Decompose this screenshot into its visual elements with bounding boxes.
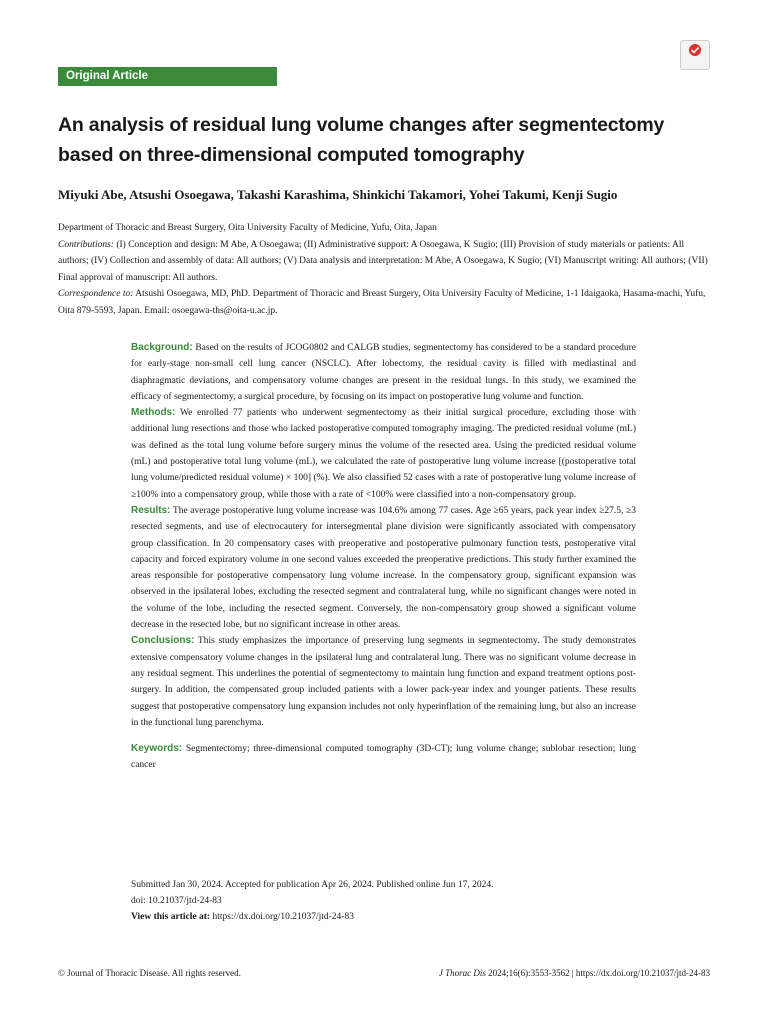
abstract-results [131, 503, 636, 633]
abstract-keywords [131, 741, 636, 774]
copyright: © Journal of Thoracic Disease. All rights reserved. [58, 968, 241, 978]
view-article-label: View this article at: [131, 912, 211, 922]
article-type-label: Original Article [58, 67, 277, 86]
background-text: Based on the results of JCOG0802 and CALGB studies, segmentectomy has considered to be a standard procedure for early-stage non-small cell lung cancer (NSCLC). After lobectomy, the residual cavity is filled with mediastinal and diaphragmatic deviations, and compensatory volume changes are present in the residual lungs. In this study, we examined the efficacy of segmentectomy, a surgical procedure, by focusing on its impact on postoperative lung volume and function. [131, 343, 637, 402]
methods-text: We enrolled 77 patients who underwent segmentectomy as their initial surgical procedure, excluding those with additional lung resections and those who lacked postoperative computed tomography imaging. The predicted residual volume (mL) was defined as the total lung volume before surgery minus the volume of the resected area. Using the predicted residual volume (mL) and postoperative total lung volume (mL), we calculated the rate of postoperative lung volume increase [(postoperative total lung volume/predicted residual volume) × 100] (%). We also classified 52 cases with a rate of postoperative lung volume increase of ≥100% into a compensatory group, while those with a rate of <100% were classified into a non-compensatory group. [131, 408, 636, 500]
conclusions-text: This study emphasizes the importance of preserving lung segments in segmentectomy. The study demonstrates extensive compensatory volume changes in the ipsilateral lung and contralateral lung. There was no significant volume decrease in any residual segment. This underlines the potential of segmentectomy to maintain lung function and expand treatment options post-surgery. In addition, the compensated group included patients with a lower pack-year index and younger patients. These results suggest that postoperative compensatory lung expansion includes not only hyperinflation of the remaining lung, but also an increase in the functional lung parenchyma. [131, 636, 636, 728]
publication-dates [131, 877, 636, 925]
contributions [58, 237, 713, 287]
keywords-heading: Keywords: [131, 743, 183, 755]
view-article [131, 909, 636, 925]
contributions-label: Contributions: [58, 239, 114, 250]
abstract-background [131, 340, 636, 405]
abstract [131, 340, 636, 774]
author-list: Miyuki Abe, Atsushi Osoegawa, Takashi Karashima, Shinkichi Takamori, Yohei Takumi, Kenji Sugio [58, 187, 618, 202]
check-for-updates-badge[interactable] [680, 40, 710, 70]
abstract-methods [131, 405, 636, 503]
correspondence-label: Correspondence to: [58, 289, 134, 299]
abstract-conclusions [131, 633, 636, 731]
submission-dates: Submitted Jan 30, 2024. Accepted for publication Apr 26, 2024. Published online Jun 17, 2024. [131, 880, 494, 890]
methods-heading: Methods: [131, 407, 176, 419]
doi: doi: 10.21037/jtd-24-83 [131, 896, 222, 906]
keywords-text: Segmentectomy; three-dimensional computed tomography (3D-CT); lung volume change; sublobar resection; lung cancer [131, 744, 636, 771]
correspondence-text: Atsushi Osoegawa, MD, PhD. Department of Thoracic and Breast Surgery, Oita University Faculty of Medicine, 1-1 Idaigaoka, Hasama-machi, Yufu, Oita 879-5593, Japan. Email: osoegawa-ths@oita-u.ac.jp. [58, 289, 706, 316]
citation-text[interactable]: 2024;16(6):3553-3562 | https://dx.doi.org/10.21037/jtd-24-83 [488, 968, 710, 978]
check-for-updates-icon [680, 40, 710, 70]
article-title: An analysis of residual lung volume changes after segmentectomy based on three-dimensional computed tomography [58, 114, 665, 166]
contributions-text: (I) Conception and design: M Abe, A Osoegawa; (II) Administrative support: A Osoegawa, K Sugio; (III) Provision of study materials or patients: All authors; (IV) Collection and assembly of data: All authors; (V) Data analysis and interpretation: M Abe, A Osoegawa, K Sugio; (VI) Manuscript writing: All authors; (VII) Final approval of manuscript: All authors. [58, 239, 708, 283]
affiliation-block [58, 220, 713, 319]
results-heading: Results: [131, 504, 171, 516]
conclusions-heading: Conclusions: [131, 635, 195, 647]
results-text: The average postoperative lung volume increase was 104.6% among 77 cases. Age ≥65 years, pack year index ≥27.5, ≥3 resected segments, and use of electrocautery for intersegmental plane division were significantly associated with compensatory group classification. In 20 compensatory cases with preoperative and postoperative pulmonary function tests, postoperative vital capacity and forced expiratory volume in one second values exceeded the preoperative predictions. This study further examined the areas responsible for postoperative compensatory lung volume increase. In the compensatory group, significant expansion was observed in the ipsilateral lobes, excluding the resected segment and contralateral lung, while no significant changes were noted in the volume of the lobe, including the resected segment. Conversely, the non-compensatory group showed a significant volume decrease in the resected lobe, but no significant increase in other areas. [131, 505, 636, 631]
citation-line [439, 966, 710, 980]
correspondence [58, 286, 713, 319]
background-heading: Background: [131, 342, 193, 353]
view-article-link[interactable]: https://dx.doi.org/10.21037/jtd-24-83 [212, 912, 354, 922]
journal-name: J Thorac Dis [438, 968, 486, 978]
affiliation: Department of Thoracic and Breast Surgery, Oita University Faculty of Medicine, Yufu, Oita, Japan [58, 223, 437, 233]
